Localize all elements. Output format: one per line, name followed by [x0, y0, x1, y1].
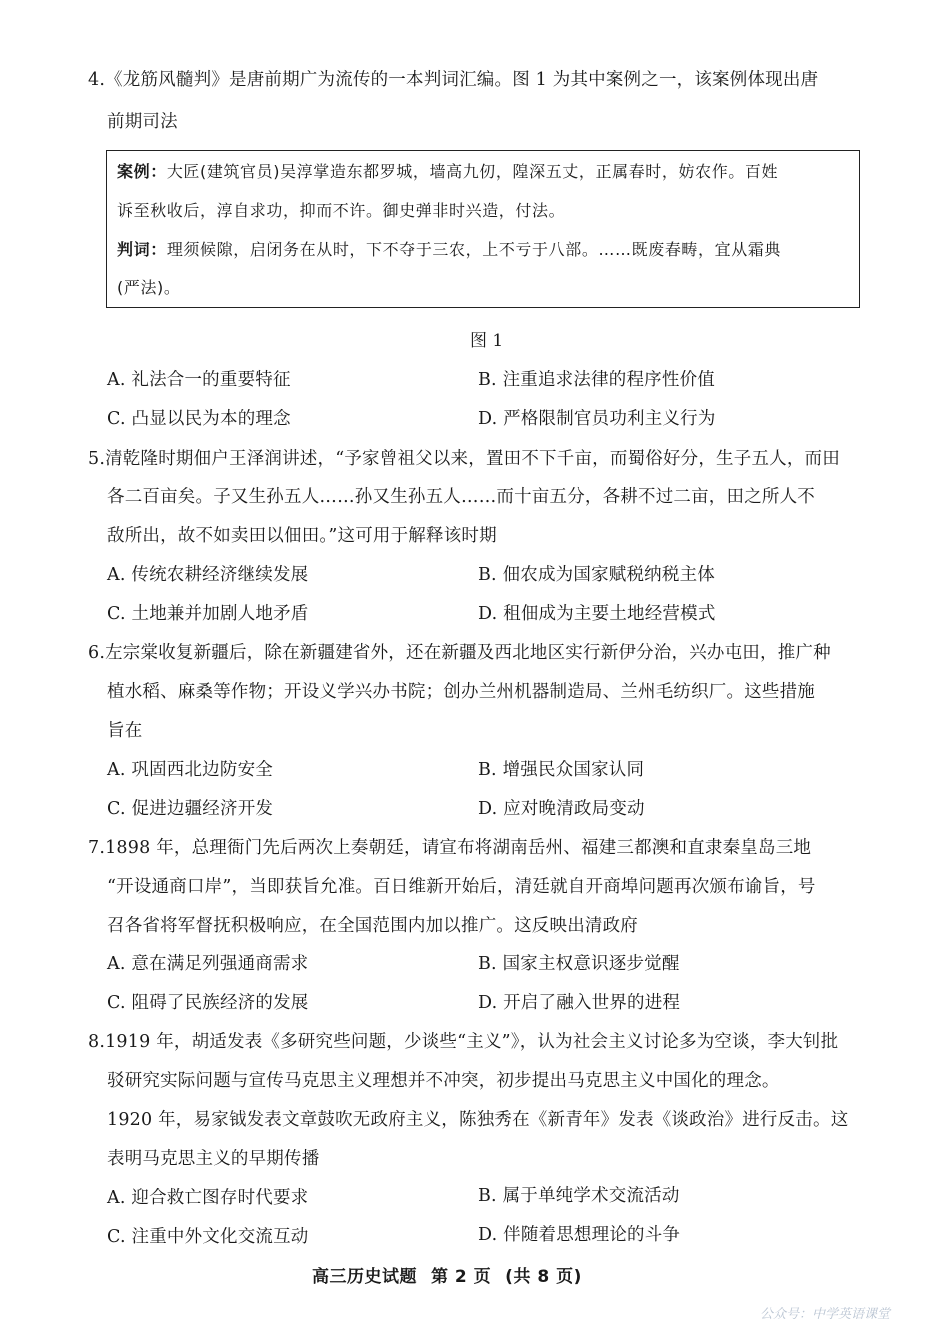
q5-option-a[interactable]: A. 传统农耕经济继续发展 [107, 565, 309, 585]
case-line1 [117, 161, 778, 183]
q5-option-c[interactable]: C. 土地兼并加剧人地矛盾 [107, 604, 309, 624]
judge-line1 [117, 239, 781, 261]
q4-stem-line2: 前期司法 [107, 112, 178, 132]
figure-caption: 图 1 [470, 331, 504, 351]
q6-stem-line2: 植水稻、麻桑等作物；开设义学兴办书院；创办兰州机器制造局、兰州毛纺织厂。这些措施 [107, 682, 815, 702]
judge-line2: (严法)。 [117, 278, 181, 297]
q8-option-c[interactable]: C. 注重中外文化交流互动 [107, 1227, 309, 1247]
q5-stem-line3: 敌所出，故不如卖田以佃田。”这可用于解释该时期 [107, 526, 497, 546]
judge-text1: 理须候隙，启闭务在从时，下不夺于三农，上不亏于八部。……既废春畴，宜从霜典 [166, 240, 782, 259]
q7-stem-line3: 召各省将军督抚积极响应，在全国范围内加以推广。这反映出清政府 [107, 916, 638, 936]
q4-option-a[interactable]: A. 礼法合一的重要特征 [107, 370, 291, 390]
q4-option-c[interactable]: C. 凸显以民为本的理念 [107, 409, 291, 429]
q5-option-b[interactable]: B. 佃农成为国家赋税纳税主体 [478, 565, 715, 585]
judge-label: 判词： [117, 240, 167, 259]
case-label: 案例： [117, 162, 167, 181]
q5-stem-line2: 各二百亩矣。子又生孙五人……孙又生孙五人……而十亩五分，各耕不过二亩，田之所人不 [107, 487, 815, 507]
watermark: 公众号：中学英语课堂 [760, 1307, 891, 1322]
page-footer [312, 1262, 596, 1287]
q5-stem-line1: 5.清乾隆时期佃户王泽润讲述，“予家曾祖父以来，置田不下千亩，而蜀俗好分，生子五人，而田 [88, 449, 840, 469]
q8-stem-line1: 8.1919 年，胡适发表《多研究些问题，少谈些“主义”》，认为社会主义讨论多为空谈，李大钊批 [88, 1032, 839, 1052]
q8-stem-line2: 驳研究实际问题与宣传马克思主义理想并不冲突，初步提出马克思主义中国化的理念。 [107, 1071, 780, 1091]
q7-stem-line2: “开设通商口岸”，当即获旨允准。百日维新开始后，清廷就自开商埠问题再次颁布谕旨，号 [107, 877, 816, 897]
case-line2: 诉至秋收后，淳自求功，抑而不许。御史弹非时兴造，付法。 [117, 201, 566, 220]
q8-option-b[interactable]: B. 属于单纯学术交流活动 [478, 1186, 680, 1206]
q7-stem-line1: 7.1898 年，总理衙门先后两次上奏朝廷，请宣布将湖南岳州、福建三都澳和直隶秦皇岛三地 [88, 838, 812, 858]
q8-option-d[interactable]: D. 伴随着思想理论的斗争 [478, 1225, 681, 1245]
q6-stem-line1: 6.左宗棠收复新疆后，除在新疆建省外，还在新疆及西北地区实行新伊分治，兴办屯田，推广种 [88, 643, 831, 663]
q6-option-a[interactable]: A. 巩固西北边防安全 [107, 760, 273, 780]
q4-case-box [106, 150, 860, 308]
q8-stem-line3: 1920 年，易家钺发表文章鼓吹无政府主义，陈独秀在《新青年》发表《谈政治》进行反击。这 [107, 1110, 849, 1130]
case-text1: 大匠(建筑官员)吴淳掌造东都罗城，墙高九仞，隍深五丈，正属春时，妨农作。百姓 [166, 162, 779, 181]
q6-option-d[interactable]: D. 应对晚清政局变动 [478, 799, 645, 819]
footer-total: (共 8 页) [505, 1267, 582, 1287]
q6-option-b[interactable]: B. 增强民众国家认同 [478, 760, 645, 780]
q7-option-b[interactable]: B. 国家主权意识逐步觉醒 [478, 954, 680, 974]
q4-option-b[interactable]: B. 注重追求法律的程序性价值 [478, 370, 715, 390]
footer-page: 第 2 页 [431, 1267, 492, 1287]
q5-option-d[interactable]: D. 租佃成为主要土地经营模式 [478, 604, 716, 624]
q7-option-a[interactable]: A. 意在满足列强通商需求 [107, 954, 309, 974]
footer-title: 高三历史试题 [312, 1267, 417, 1287]
q8-option-a[interactable]: A. 迎合救亡图存时代要求 [107, 1188, 309, 1208]
q4-stem-line1: 4.《龙筋风髓判》是唐前期广为流传的一本判词汇编。图 1 为其中案例之一，该案例体现出唐 [88, 70, 819, 90]
q7-option-d[interactable]: D. 开启了融入世界的进程 [478, 993, 681, 1013]
q8-stem-line4: 表明马克思主义的早期传播 [107, 1149, 320, 1169]
q6-stem-line3: 旨在 [107, 721, 143, 741]
q4-option-d[interactable]: D. 严格限制官员功利主义行为 [478, 409, 716, 429]
q7-option-c[interactable]: C. 阻碍了民族经济的发展 [107, 993, 309, 1013]
q6-option-c[interactable]: C. 促进边疆经济开发 [107, 799, 274, 819]
